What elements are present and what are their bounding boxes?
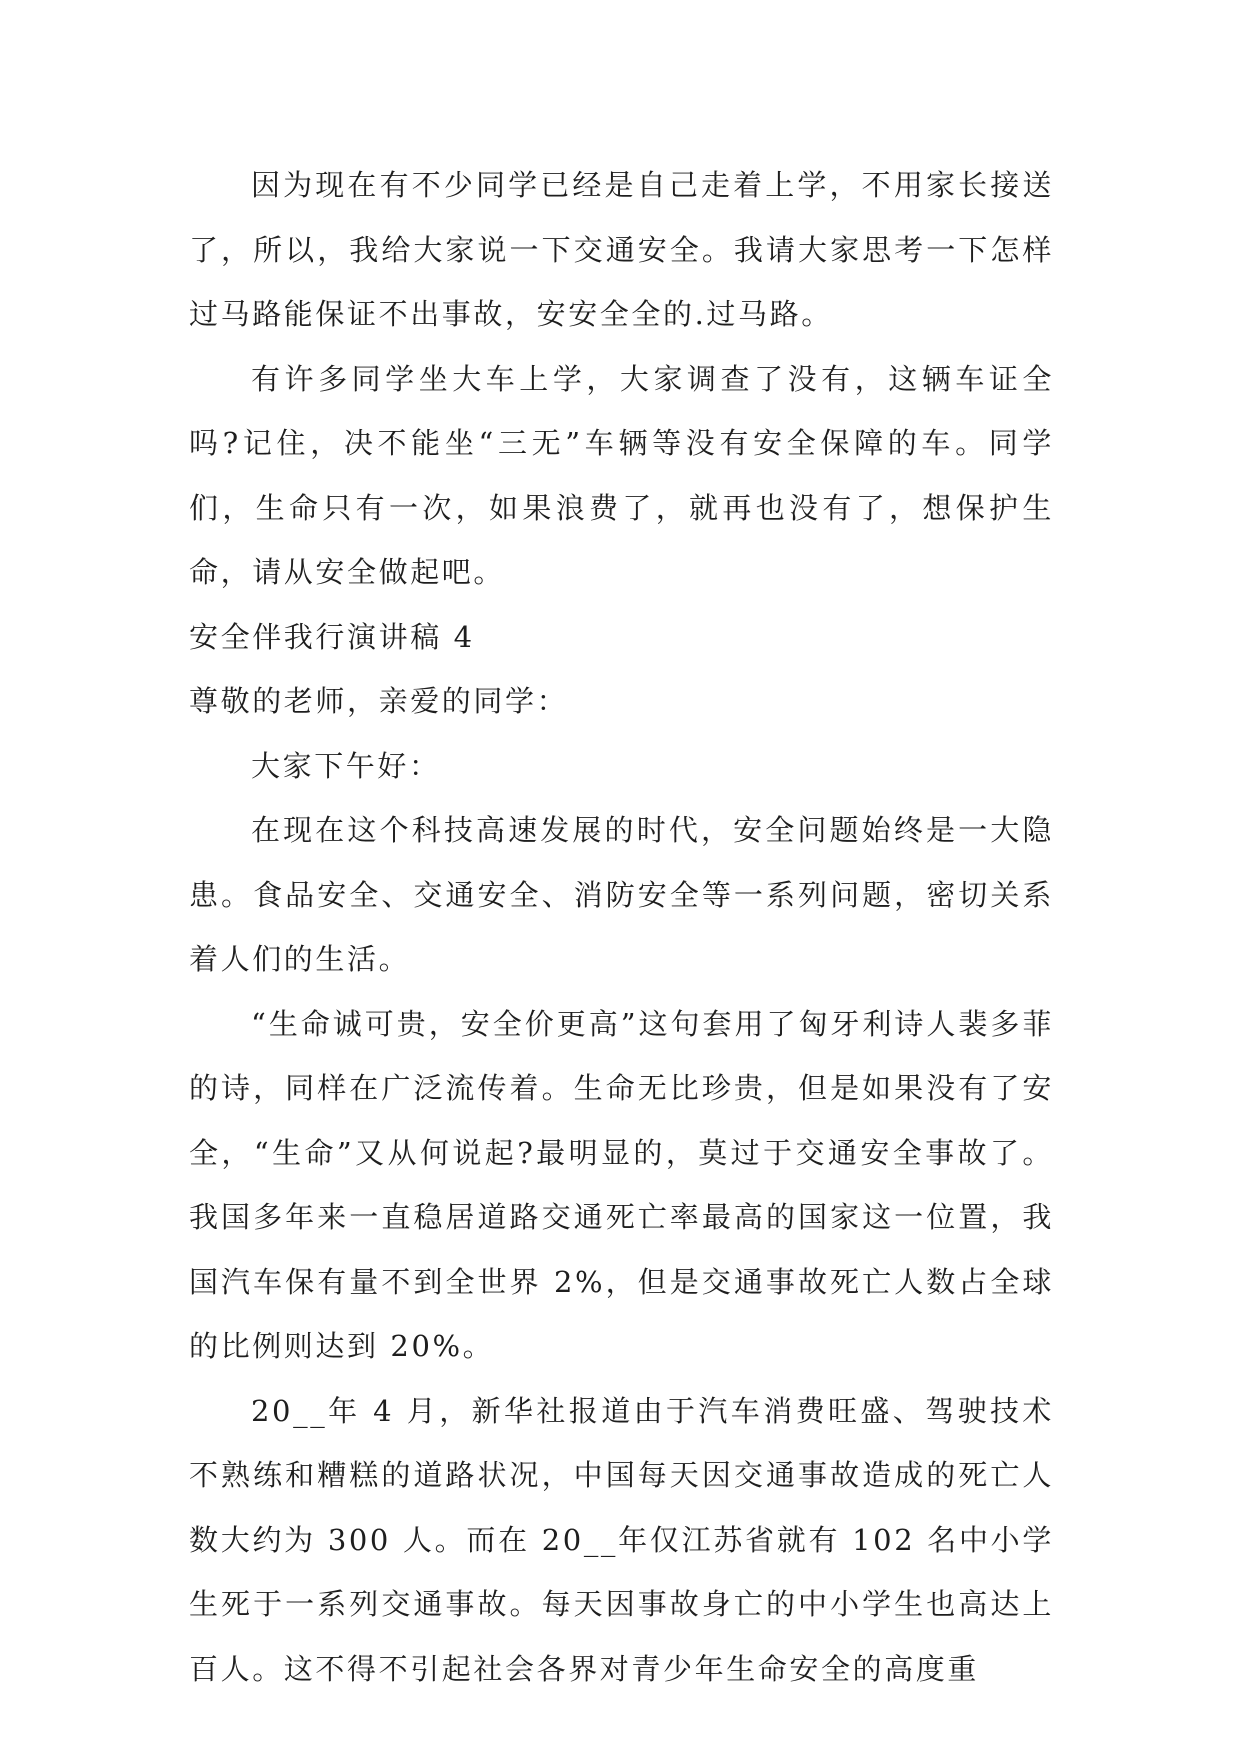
document-body — [189, 153, 1054, 1701]
paragraph-life-precious: “生命诚可贵，安全价更高”这句套用了匈牙利诗人裴多菲的诗，同样在广泛流传着。生命无比珍贵，但是如果没有了安全，“生命”又从何说起?最明显的，莫过于交通安全事故了。我国多年来一直稳居道路交通死亡率最高的国家这一位置，我国汽车保有量不到全世界 2%，但是交通事故死亡人数占全球的比例则达到 20%。 — [189, 1006, 1054, 1363]
greeting: 大家下午好： — [251, 748, 441, 783]
section-title: 安全伴我行演讲稿 4 — [189, 619, 475, 654]
salutation: 尊敬的老师，亲爱的同学： — [189, 684, 569, 718]
paragraph-bus-safety: 有许多同学坐大车上学，大家调查了没有，这辆车证全吗?记住，决不能坐“三无”车辆等没有安全保障的车。同学们，生命只有一次，如果浪费了，就再也没有了，想保护生命，请从安全做起吧。 — [189, 361, 1054, 589]
paragraph-traffic-statistics: 20__年 4 月，新华社报道由于汽车消费旺盛、驾驶技术不熟练和糟糕的道路状况，中国每天因交通事故造成的死亡人数大约为 300 人。而在 20__年仅江苏省就有 102 名中小学生死于一系列交通事故。每天因事故身亡的中小学生也高达上百人。这不得不引起社会各界对青少年生命安全的高度重 — [189, 1393, 1054, 1686]
paragraph-safety-hazards: 在现在这个科技高速发展的时代，安全问题始终是一大隐患。食品安全、交通安全、消防安全等一系列问题，密切关系着人们的生活。 — [189, 813, 1054, 976]
paragraph-school-commute: 因为现在有不少同学已经是自己走着上学，不用家长接送了，所以，我给大家说一下交通安全。我请大家思考一下怎样过马路能保证不出事故，安安全全的.过马路。 — [189, 168, 1054, 331]
